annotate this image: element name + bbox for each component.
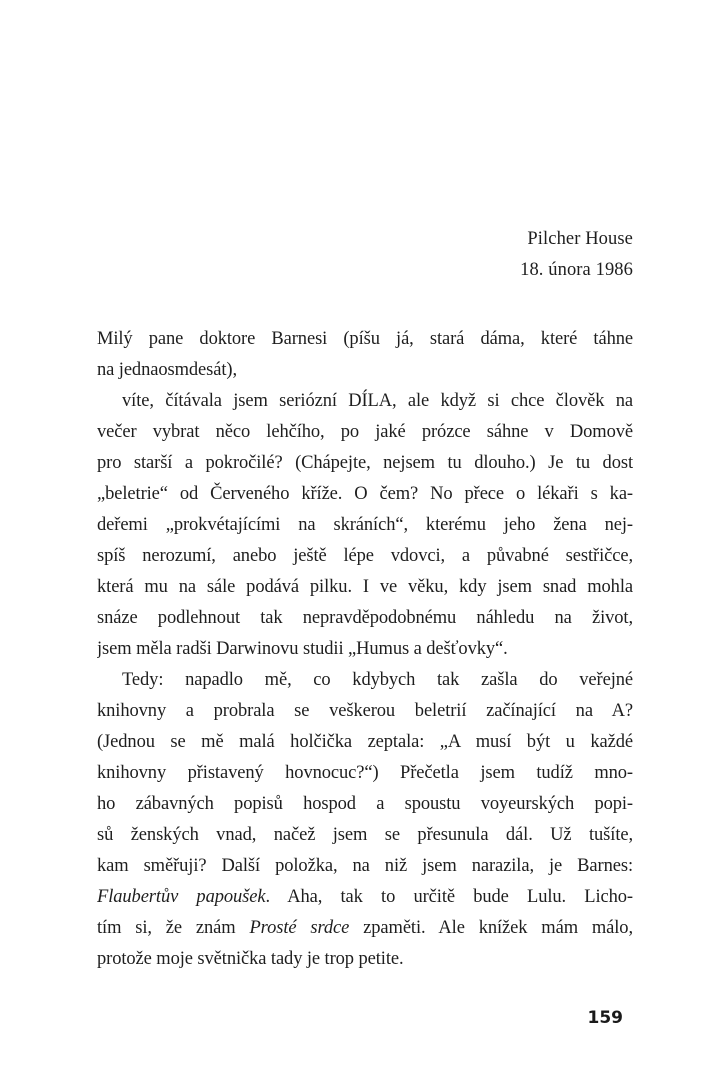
letter-text: spíš nerozumí, anebo ještě lépe vdovci, a půvabné sestřičce,	[97, 546, 633, 566]
letter-text: tím si, že znám	[97, 918, 250, 938]
letter-text: ho zábavných popisů hospod a spoustu voyeurských popi-	[97, 794, 633, 814]
letter-line	[97, 355, 633, 386]
letter-line	[97, 386, 633, 417]
letter-line	[97, 541, 633, 572]
letter-text: Milý pane doktore Barnesi (píšu já, stará dáma, které táhne	[97, 329, 633, 349]
letter-text: na jednaosmdesát),	[97, 360, 237, 380]
italic-book-title: Flaubertův papoušek	[97, 887, 266, 907]
letterhead-place: Pilcher House	[527, 229, 633, 249]
letter-text: večer vybrat něco lehčího, po jaké prózce sáhne v Domově	[97, 422, 633, 442]
letter-text: knihovny přistavený hovnocuc?“) Přečetla jsem tudíž mno-	[97, 763, 633, 783]
letter-text: (Jednou se mě malá holčička zeptala: „A musí být u každé	[97, 732, 633, 752]
letter-line	[97, 944, 633, 975]
letter-text: kam směřuji? Další položka, na niž jsem narazila, je Barnes:	[97, 856, 633, 876]
letterhead	[520, 224, 633, 286]
letter-text: . Aha, tak to určitě bude Lulu. Licho-	[265, 887, 633, 907]
letter-text: která mu na sále podává pilku. I ve věku, kdy jsem snad mohla	[97, 577, 633, 597]
letter-line	[97, 572, 633, 603]
letter-text: knihovny a probrala se veškerou beletrií začínající na A?	[97, 701, 633, 721]
letter-line	[97, 324, 633, 355]
letter-text: zpaměti. Ale knížek mám málo,	[349, 918, 633, 938]
letter-line	[97, 634, 633, 665]
letter-line	[97, 479, 633, 510]
letter-body	[97, 324, 633, 975]
letter-line	[97, 882, 633, 913]
letter-line	[97, 789, 633, 820]
letter-line	[97, 913, 633, 944]
letter-line	[97, 510, 633, 541]
letter-text: jsem měla radši Darwinovu studii „Humus a dešťovky“.	[97, 639, 508, 659]
letter-line	[97, 448, 633, 479]
letterhead-date: 18. února 1986	[520, 260, 633, 280]
letter-text: víte, čítávala jsem seriózní DÍLA, ale když si chce člověk na	[122, 391, 633, 411]
letter-text: „beletrie“ od Červeného kříže. O čem? No přece o lékaři s ka-	[97, 484, 633, 504]
letter-text: Tedy: napadlo mě, co kdybych tak zašla do veřejné	[122, 670, 633, 690]
page-number: 159	[587, 1008, 623, 1028]
letter-text: protože moje světnička tady je trop petite.	[97, 949, 404, 969]
letter-text: snáze podlehnout tak nepravděpodobnému náhledu na život,	[97, 608, 633, 628]
letter-text: sů ženských vnad, načež jsem se přesunula dál. Už tušíte,	[97, 825, 633, 845]
letter-line	[97, 603, 633, 634]
letter-line	[97, 820, 633, 851]
letter-line	[97, 758, 633, 789]
italic-book-title: Prosté srdce	[249, 918, 350, 938]
letter-line	[97, 851, 633, 882]
letter-text: pro starší a pokročilé? (Chápejte, nejsem tu dlouho.) Je tu dost	[97, 453, 633, 473]
letter-text: deřemi „prokvétajícími na skráních“, kterému jeho žena nej-	[97, 515, 633, 535]
letter-line	[97, 727, 633, 758]
letter-line	[97, 417, 633, 448]
letter-line	[97, 696, 633, 727]
letter-line	[97, 665, 633, 696]
